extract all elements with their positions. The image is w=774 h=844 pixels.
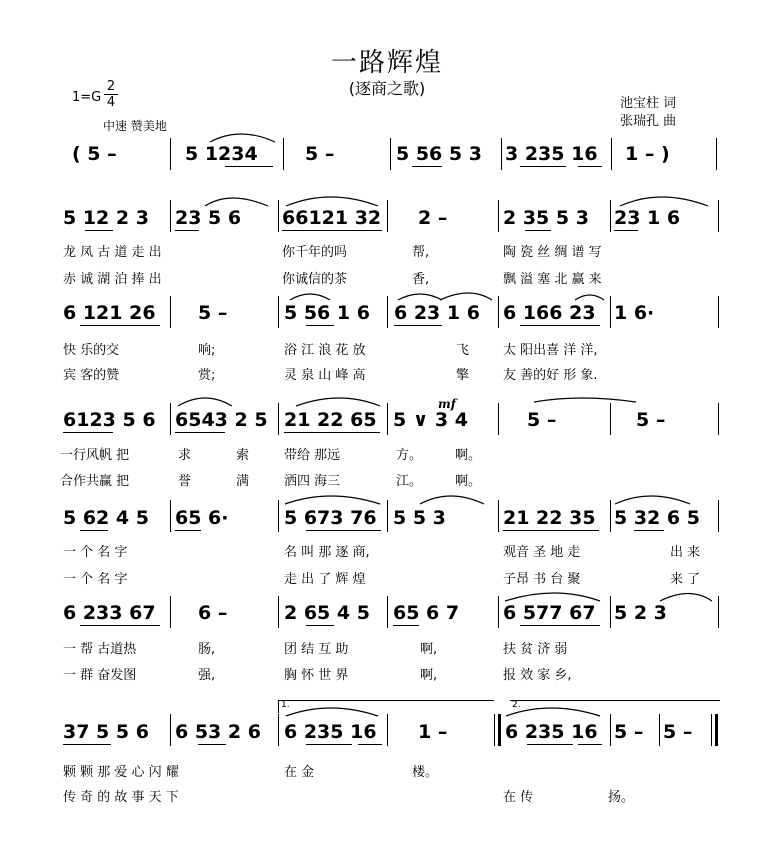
second-ending-label: 2.: [512, 700, 521, 710]
lyric-line: 报 效 家 乡,: [503, 668, 572, 683]
measure: 2 65 4 5: [284, 602, 370, 624]
slur: [210, 134, 275, 142]
slur: [420, 496, 484, 504]
measure: 6 121 26: [63, 302, 156, 324]
lyric-line: 快 乐的交: [63, 343, 120, 358]
measure: 6123 5 6: [63, 409, 156, 431]
slur: [285, 496, 380, 504]
slur: [296, 398, 380, 406]
measure: 23 5 6: [175, 207, 242, 229]
slur: [440, 293, 492, 300]
measure: 65 6 7: [393, 602, 460, 624]
measure: 6 –: [198, 602, 228, 624]
measure: 5 56 1 6: [284, 302, 370, 324]
lyric-line: 啊。: [455, 474, 482, 489]
measure: 2 –: [418, 207, 448, 229]
measure: 6 23 1 6: [394, 302, 480, 324]
measure: 6543 2 5: [175, 409, 268, 431]
measure: 5 62 4 5: [63, 507, 149, 529]
lyric-line: 擎: [456, 368, 470, 383]
song-title: 一路辉煌: [330, 48, 443, 78]
lyric-line: 楼。: [412, 765, 439, 780]
slur: [620, 197, 708, 206]
lyric-line: 来 了: [670, 572, 701, 587]
lyric-line: 赤 诚 湖 泊 捧 出: [63, 272, 162, 287]
measure: 5 ∨ 3 4: [393, 409, 468, 431]
measure: 5 56 5 3: [396, 143, 482, 165]
song-subtitle: (逐商之歌): [348, 79, 426, 98]
measure: 5 –: [636, 409, 666, 431]
lyric-line: 一 帮 古道热: [63, 642, 137, 657]
lyric-line: 肠,: [198, 642, 216, 657]
lyric-line: 一 个 名 字: [63, 572, 128, 587]
lyric-line: 响;: [198, 343, 216, 358]
lyric-line: 颗 颗 那 爱 心 闪 耀: [63, 765, 179, 780]
slur: [505, 593, 600, 601]
measure: 5 32 6 5: [614, 507, 700, 529]
measure: 65 6·: [175, 507, 229, 529]
measure: 3 235 16: [505, 143, 598, 165]
slur: [290, 294, 330, 300]
lyric-line: 啊,: [420, 642, 438, 657]
lyric-line: 飘 溢 塞 北 赢 来: [503, 272, 602, 287]
measure: 6 53 2 6: [175, 721, 261, 743]
lyric-line: 太 阳出喜 洋 洋,: [503, 343, 598, 358]
time-signature-bottom: 4: [106, 95, 116, 110]
lyric-line: 方。: [396, 448, 423, 463]
measure: 5 –: [527, 409, 557, 431]
measure: 6 166 23: [503, 302, 596, 324]
lyric-line: 宾 客的赞: [63, 368, 120, 383]
lyric-line: 友 善的好 形 象.: [503, 368, 598, 383]
lyric-line: 一 群 奋发图: [63, 668, 137, 683]
measure: 66121 32: [282, 207, 382, 229]
first-ending-label: 1.: [281, 700, 290, 710]
slur: [286, 708, 378, 716]
lyric-line: 龙 凤 古 道 走 出: [63, 245, 162, 260]
lyric-line: 索: [236, 448, 250, 463]
slur: [178, 398, 232, 406]
slur: [398, 294, 442, 300]
measure: 6 577 67: [503, 602, 596, 624]
measure: 5 –: [198, 302, 228, 324]
lyric-line: 求: [178, 448, 192, 463]
measure: 21 22 35: [503, 507, 596, 529]
slur: [615, 496, 690, 504]
time-signature-top: 2: [106, 79, 116, 94]
lyric-line: 合作共赢 把: [60, 474, 130, 489]
slur: [205, 198, 268, 206]
lyric-line: 在 金: [284, 765, 315, 780]
lyric-line: 你诚信的茶: [282, 272, 348, 287]
measure: 6 235 16: [284, 721, 377, 743]
slur: [534, 398, 636, 402]
lyricist-credit: 池宝柱 词: [620, 96, 677, 111]
lyric-line: 一 个 名 字: [63, 545, 128, 560]
measure: 5 –: [614, 721, 644, 743]
measure: 5 5 3: [393, 507, 446, 529]
lyric-line: 传 奇 的 故 事 天 下: [63, 790, 179, 805]
lyric-line: 出 来: [670, 545, 701, 560]
lyric-line: 江。: [396, 474, 423, 489]
slur: [660, 594, 712, 602]
lyric-line: 一行风帆 把: [60, 448, 130, 463]
measure: 6 235 16: [505, 721, 598, 743]
lyric-line: 团 结 互 助: [284, 642, 349, 657]
lyric-line: 强,: [198, 668, 216, 683]
slur: [506, 708, 600, 716]
lyric-line: 走 出 了 辉 煌: [284, 572, 366, 587]
lyric-line: 扬。: [608, 790, 635, 805]
lyric-line: 赏;: [198, 368, 216, 383]
measure: 37 5 5 6: [63, 721, 149, 743]
measure: 23 1 6: [614, 207, 681, 229]
key-signature: 1=G: [72, 90, 102, 105]
lyric-line: 香,: [412, 272, 430, 287]
measure: 6 233 67: [63, 602, 156, 624]
measure: 5 673 76: [284, 507, 377, 529]
lyric-line: 在 传: [503, 790, 534, 805]
lyric-line: 满: [236, 474, 250, 489]
dynamic-marking: mf: [438, 397, 456, 411]
slur: [575, 295, 604, 300]
composer-credit: 张瑞孔 曲: [620, 114, 677, 129]
lyric-line: 胸 怀 世 界: [284, 668, 349, 683]
measure: 1 – ): [625, 143, 670, 165]
measure: 5 2 3: [614, 602, 667, 624]
lyric-line: 飞: [456, 343, 470, 358]
lyric-line: 浴 江 浪 花 放: [284, 343, 366, 358]
measure: 5 1234: [185, 143, 258, 165]
lyric-line: 帮,: [412, 245, 430, 260]
measure: 2 35 5 3: [503, 207, 589, 229]
measure: 5 –: [305, 143, 335, 165]
measure: 21 22 65: [284, 409, 377, 431]
lyric-line: 观音 圣 地 走: [503, 545, 581, 560]
lyric-line: 名 叫 那 逐 商,: [284, 545, 370, 560]
measure: 5 –: [663, 721, 693, 743]
slur: [286, 197, 378, 206]
tempo-marking: 中速 赞美地: [103, 119, 167, 133]
lyric-line: 子昂 书 台 聚: [503, 572, 581, 587]
lyric-line: 陶 瓷 丝 绸 谱 写: [503, 245, 602, 260]
lyric-line: 灵 泉 山 峰 高: [284, 368, 366, 383]
measure: 1 –: [418, 721, 448, 743]
lyric-line: 誉: [178, 474, 192, 489]
measure: 5 12 2 3: [63, 207, 149, 229]
lyric-line: 你千年的吗: [282, 245, 348, 260]
lyric-line: 洒四 海三: [284, 474, 341, 489]
lyric-line: 扶 贫 济 弱: [503, 642, 568, 657]
lyric-line: 啊,: [420, 668, 438, 683]
lyric-line: 啊。: [455, 448, 482, 463]
lyric-line: 带给 那远: [284, 448, 341, 463]
measure: 1 6·: [614, 302, 655, 324]
measure: ( 5 –: [72, 143, 117, 165]
